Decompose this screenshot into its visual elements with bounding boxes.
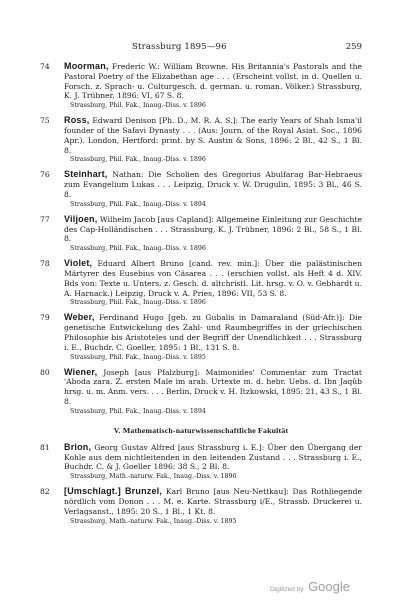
entry-text: Ferdinand Hugo [geb. zu Gubalis in Damaraland (Süd-Afr.)]: Die genetische Entwickelung des Zahl- und Raumbegriffes in der griechischen Philosophie bis Aristoteles und der Begriff der Unendlichkeit . . . Strassburg i. E., Buchdr. C. Goeller, 1895: 1 Bl., 131 S. 8. bbox=[64, 313, 362, 352]
entry-note: Strassburg, Phil. Fak., Inaug.-Diss. v. 1894 bbox=[70, 407, 206, 415]
entry-note: Strassburg, Phil. Fak., Inaug.-Diss. v. 1895 bbox=[70, 353, 206, 361]
entry-text: Frederic W.: William Browne. His Britannia's Pastorals and the Pastoral Poetry of the Elizabethan age . . . (Erscheint vollst. in d. Quellen u. Forsch. z. Sprach- u. Culturgesch. d. german. u. roman. Völker.) Strassburg, K. J. Trübner, 1896: VI, 67 S. 8. bbox=[64, 62, 362, 101]
google-watermark bbox=[270, 578, 350, 596]
entry-author-name: Wiener, bbox=[64, 366, 98, 377]
entry-text: Karl Bruno [aus Neu-Nettkau]: Das Rothliegende nördlich vom Donon . . . M. e. Karte. Strassburg i/E., Strassb. Druckerei u. Verlagsanst., 1895: 20 S., 1 Bl., 1 Kt. 8. bbox=[64, 487, 362, 516]
catalog-entry bbox=[40, 368, 362, 416]
entry-note: Strassburg, Math.-naturw. Fak., Inaug.-Diss. v. 1896 bbox=[70, 473, 237, 481]
entry-number: 78 bbox=[40, 259, 50, 269]
catalog-entry bbox=[40, 170, 362, 208]
entry-note: Strassburg, Phil. Fak., Inaug.-Diss. v. 1894 bbox=[70, 200, 206, 208]
entry-number: 82 bbox=[40, 487, 50, 497]
entry-text: Eduard Albert Bruno [cand. rev. min.]: Über die palästinischen Märtyrer des Eusebius von Cäsarea . . . (erschien vollst. als Heft 4 d. XIV. Bds von: Texte u. Unters. z. Gesch. d. altchristl. Lit. hrsg. v. O. v. Gebhardt u. A. Harnack.) Leipzig, Druck v. A. Pries, 1896: VII, 53 S. 8. bbox=[64, 259, 363, 298]
entry-note: Strassburg, Phil. Fak., Inaug.-Diss. v. 1896 bbox=[70, 245, 206, 253]
section-heading: V. Mathematisch-naturwissenschaftliche Fakultät bbox=[113, 425, 289, 435]
entry-list bbox=[40, 62, 362, 532]
entry-author-name: Steinhart, bbox=[64, 169, 108, 180]
entry-text: Wilhelm Jacob [aus Capland]: Allgemeine Einleitung zur Geschichte des Cap-Holländischen . . . Strassburg, K. J. Trübner, 1896: 2 Bl., 58 S., 1 Bl. 8. bbox=[64, 214, 362, 244]
entry-author-name: Viljoen, bbox=[64, 213, 98, 224]
entries-after-section bbox=[40, 443, 362, 526]
entry-number: 79 bbox=[40, 313, 50, 323]
entry-number: 74 bbox=[40, 62, 50, 71]
watermark-prefix: Digitized by bbox=[270, 586, 304, 593]
catalog-entry bbox=[40, 215, 362, 253]
catalog-entry bbox=[40, 487, 362, 525]
entry-text: Joseph [aus Pfalzburg]: Maimonides' Commentar zum Tractat 'Aboda zara. Z. ersten Male im arab. Urtexte m. d. hebr. Uebs. d. Ibn Jaqûb hrsg. u. m. Anm. vers. . . . Berlin, Druck v. H. Itzkowski, 1895: 21, 43 S., 1 Bl. 8. bbox=[64, 367, 362, 406]
entry-author-name: Moorman, bbox=[64, 61, 109, 71]
entry-author-name: Brion, bbox=[64, 441, 92, 452]
catalog-entry bbox=[40, 313, 362, 361]
entry-text: Nathan: Die Scholien des Gregorius Abulfarag Bar-Hebraeus zum Evangelium Lukas . . . Leipzig, Druck v. W. Drugulin, 1895: 3 Bl., 46 S. 8. bbox=[64, 170, 362, 199]
entry-author-name: [Umschlagt.] Brunzel, bbox=[64, 486, 163, 497]
entry-note: Strassburg, Phil. Fak., Inaug.-Diss. v. 1896 bbox=[70, 156, 206, 164]
entry-number: 81 bbox=[40, 442, 50, 452]
header-title: Strassburg 1895—96 bbox=[132, 42, 227, 52]
catalog-entry bbox=[40, 116, 362, 164]
entries-before-section bbox=[40, 62, 362, 416]
entry-number: 80 bbox=[40, 367, 50, 377]
entry-number: 76 bbox=[40, 170, 50, 180]
catalog-entry bbox=[40, 443, 362, 481]
entry-note: Strassburg, Phil. Fak., Inaug.-Diss. v. 1896 bbox=[70, 299, 206, 307]
entry-author-name: Weber, bbox=[64, 312, 95, 323]
entry-note: Strassburg, Phil. Fak., Inaug.-Diss. v. 1896 bbox=[70, 102, 206, 110]
entry-number: 75 bbox=[40, 116, 50, 126]
catalog-entry bbox=[40, 259, 362, 307]
entry-text: Edward Denison [Ph. D., M. R. A. S.]: The early Years of Shah Isma'il founder of the Safavi Dynasty . . . (Aus: Journ. of the Royal Asiat. Soc., 1896 Apr.). London, Hertford: print. by S. Austin & Sons, 1896: 2 Bl., 42 S., 1 Bl. 8. bbox=[64, 116, 362, 155]
entry-author-name: Violet, bbox=[64, 258, 93, 269]
entry-text: Georg Gustav Alfred [aus Strassburg i. E.]: Über den Übergang der Kohle aus dem nichtleitenden in den leitenden Zustand . . . Strassburg i. E., Buchdr. C. & J. Goeller 1896: 38 S., 2 Bl. 8. bbox=[64, 442, 362, 472]
entry-number: 77 bbox=[40, 214, 50, 224]
page-number: 259 bbox=[345, 42, 362, 52]
entry-author-name: Ross, bbox=[64, 115, 90, 126]
google-logo: Google bbox=[308, 579, 350, 594]
entry-note: Strassburg, Math.-naturw. Fak., Inaug.-Diss. v. 1895 bbox=[70, 517, 237, 525]
catalog-entry bbox=[40, 62, 362, 110]
running-header bbox=[132, 42, 362, 52]
